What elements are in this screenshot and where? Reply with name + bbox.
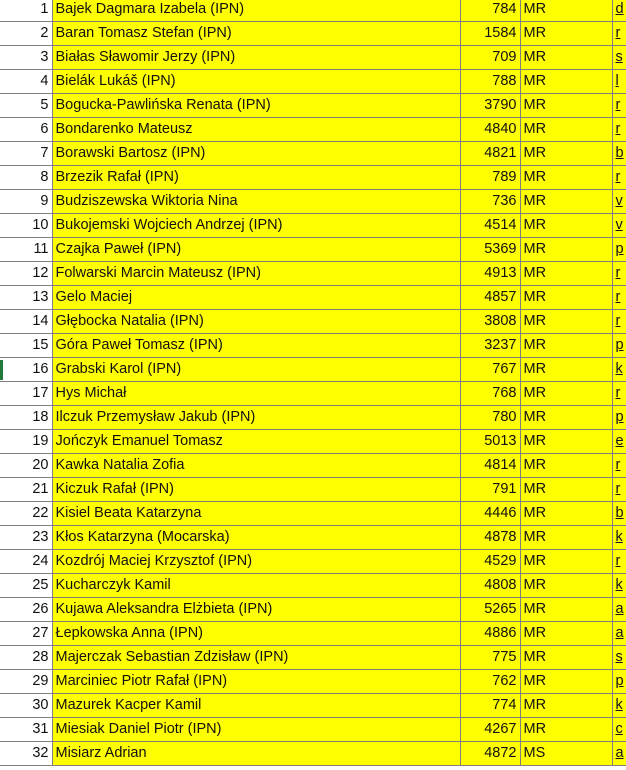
table-row[interactable] bbox=[0, 622, 626, 646]
row-number-cell[interactable]: 15 bbox=[0, 334, 52, 358]
row-number-cell[interactable]: 9 bbox=[0, 190, 52, 214]
table-row[interactable] bbox=[0, 478, 626, 502]
name-cell[interactable]: Góra Paweł Tomasz (IPN) bbox=[52, 334, 460, 358]
row-number-cell[interactable]: 31 bbox=[0, 718, 52, 742]
type-cell[interactable]: MR bbox=[520, 646, 612, 670]
link-cell[interactable]: v bbox=[612, 190, 626, 214]
table-row[interactable] bbox=[0, 550, 626, 574]
table-row[interactable] bbox=[0, 646, 626, 670]
name-cell[interactable]: Brzezik Rafał (IPN) bbox=[52, 166, 460, 190]
table-row[interactable] bbox=[0, 286, 626, 310]
type-cell[interactable]: MR bbox=[520, 574, 612, 598]
table-row[interactable] bbox=[0, 502, 626, 526]
table-row[interactable] bbox=[0, 574, 626, 598]
row-number-cell[interactable]: 20 bbox=[0, 454, 52, 478]
row-number-cell[interactable]: 26 bbox=[0, 598, 52, 622]
link-cell[interactable]: p bbox=[612, 238, 626, 262]
link-cell[interactable]: r bbox=[612, 286, 626, 310]
type-cell[interactable]: MR bbox=[520, 262, 612, 286]
row-number-cell[interactable]: 27 bbox=[0, 622, 52, 646]
id-cell[interactable]: 5369 bbox=[460, 238, 520, 262]
id-cell[interactable]: 4821 bbox=[460, 142, 520, 166]
link-cell[interactable]: s bbox=[612, 46, 626, 70]
id-cell[interactable]: 736 bbox=[460, 190, 520, 214]
table-row[interactable] bbox=[0, 0, 626, 22]
id-cell[interactable]: 5013 bbox=[460, 430, 520, 454]
row-selection-marker bbox=[0, 360, 3, 380]
type-cell[interactable]: MR bbox=[520, 166, 612, 190]
name-cell[interactable]: Bogucka-Pawlińska Renata (IPN) bbox=[52, 94, 460, 118]
type-cell[interactable]: MR bbox=[520, 118, 612, 142]
type-cell[interactable]: MR bbox=[520, 46, 612, 70]
id-cell[interactable]: 788 bbox=[460, 70, 520, 94]
type-cell[interactable]: MR bbox=[520, 502, 612, 526]
link-cell[interactable]: a bbox=[612, 622, 626, 646]
link-cell[interactable]: r bbox=[612, 22, 626, 46]
table-row[interactable] bbox=[0, 214, 626, 238]
name-cell[interactable]: Borawski Bartosz (IPN) bbox=[52, 142, 460, 166]
name-cell[interactable]: Mazurek Kacper Kamil bbox=[52, 694, 460, 718]
table-row[interactable] bbox=[0, 406, 626, 430]
link-cell[interactable]: b bbox=[612, 502, 626, 526]
type-cell[interactable]: MR bbox=[520, 718, 612, 742]
name-cell[interactable]: Głębocka Natalia (IPN) bbox=[52, 310, 460, 334]
type-cell[interactable]: MR bbox=[520, 478, 612, 502]
name-cell[interactable]: Kujawa Aleksandra Elżbieta (IPN) bbox=[52, 598, 460, 622]
type-cell[interactable]: MR bbox=[520, 694, 612, 718]
table-row[interactable] bbox=[0, 454, 626, 478]
name-cell[interactable]: Bielák Lukáš (IPN) bbox=[52, 70, 460, 94]
name-cell[interactable]: Marciniec Piotr Rafał (IPN) bbox=[52, 670, 460, 694]
id-cell[interactable]: 4840 bbox=[460, 118, 520, 142]
row-number-cell[interactable]: 18 bbox=[0, 406, 52, 430]
name-cell[interactable]: Kucharczyk Kamil bbox=[52, 574, 460, 598]
link-cell[interactable]: e bbox=[612, 430, 626, 454]
name-cell[interactable]: Misiarz Adrian bbox=[52, 742, 460, 766]
type-cell[interactable]: MR bbox=[520, 310, 612, 334]
name-cell[interactable]: Baran Tomasz Stefan (IPN) bbox=[52, 22, 460, 46]
row-number-cell[interactable]: 30 bbox=[0, 694, 52, 718]
row-number-cell[interactable]: 17 bbox=[0, 382, 52, 406]
name-cell[interactable]: Majerczak Sebastian Zdzisław (IPN) bbox=[52, 646, 460, 670]
type-cell[interactable]: MR bbox=[520, 670, 612, 694]
row-number-cell[interactable]: 21 bbox=[0, 478, 52, 502]
type-cell[interactable]: MR bbox=[520, 334, 612, 358]
id-cell[interactable]: 4814 bbox=[460, 454, 520, 478]
type-cell[interactable]: MR bbox=[520, 454, 612, 478]
type-cell[interactable]: MR bbox=[520, 238, 612, 262]
table-row[interactable] bbox=[0, 94, 626, 118]
link-cell[interactable]: k bbox=[612, 358, 626, 382]
type-cell[interactable]: MR bbox=[520, 430, 612, 454]
id-cell[interactable]: 762 bbox=[460, 670, 520, 694]
table-row[interactable] bbox=[0, 598, 626, 622]
id-cell[interactable]: 767 bbox=[460, 358, 520, 382]
link-cell[interactable]: r bbox=[612, 454, 626, 478]
name-cell[interactable]: Gelo Maciej bbox=[52, 286, 460, 310]
link-cell[interactable]: k bbox=[612, 574, 626, 598]
table-row[interactable] bbox=[0, 22, 626, 46]
name-cell[interactable]: Bondarenko Mateusz bbox=[52, 118, 460, 142]
row-number-cell[interactable]: 11 bbox=[0, 238, 52, 262]
table-row[interactable] bbox=[0, 670, 626, 694]
link-cell[interactable]: a bbox=[612, 742, 626, 766]
type-cell[interactable]: MR bbox=[520, 214, 612, 238]
row-number-cell[interactable]: 7 bbox=[0, 142, 52, 166]
link-cell[interactable]: v bbox=[612, 214, 626, 238]
row-number-cell[interactable]: 19 bbox=[0, 430, 52, 454]
name-cell[interactable]: Czajka Paweł (IPN) bbox=[52, 238, 460, 262]
type-cell[interactable]: MR bbox=[520, 406, 612, 430]
row-number-cell[interactable]: 29 bbox=[0, 670, 52, 694]
name-cell[interactable]: Bajek Dagmara Izabela (IPN) bbox=[52, 0, 460, 22]
type-cell[interactable]: MR bbox=[520, 70, 612, 94]
table-row[interactable] bbox=[0, 142, 626, 166]
id-cell[interactable]: 791 bbox=[460, 478, 520, 502]
table-row[interactable] bbox=[0, 262, 626, 286]
name-cell[interactable]: Łepkowska Anna (IPN) bbox=[52, 622, 460, 646]
id-cell[interactable]: 709 bbox=[460, 46, 520, 70]
table-row[interactable] bbox=[0, 238, 626, 262]
link-cell[interactable]: r bbox=[612, 550, 626, 574]
link-cell[interactable]: a bbox=[612, 598, 626, 622]
id-cell[interactable]: 4886 bbox=[460, 622, 520, 646]
table-row[interactable] bbox=[0, 334, 626, 358]
row-number-cell[interactable]: 32 bbox=[0, 742, 52, 766]
table-row[interactable] bbox=[0, 742, 626, 766]
id-cell[interactable]: 1584 bbox=[460, 22, 520, 46]
link-cell[interactable]: s bbox=[612, 646, 626, 670]
link-cell[interactable]: b bbox=[612, 142, 626, 166]
link-cell[interactable]: r bbox=[612, 94, 626, 118]
id-cell[interactable]: 3808 bbox=[460, 310, 520, 334]
id-cell[interactable]: 3790 bbox=[460, 94, 520, 118]
row-number-cell[interactable]: 22 bbox=[0, 502, 52, 526]
type-cell[interactable]: MR bbox=[520, 622, 612, 646]
link-cell[interactable]: p bbox=[612, 670, 626, 694]
table-row[interactable] bbox=[0, 70, 626, 94]
row-number-cell[interactable]: 5 bbox=[0, 94, 52, 118]
row-number-cell[interactable]: 6 bbox=[0, 118, 52, 142]
name-cell[interactable]: Folwarski Marcin Mateusz (IPN) bbox=[52, 262, 460, 286]
id-cell[interactable]: 4913 bbox=[460, 262, 520, 286]
link-cell[interactable]: r bbox=[612, 166, 626, 190]
name-cell[interactable]: Kiczuk Rafał (IPN) bbox=[52, 478, 460, 502]
name-cell[interactable]: Kozdrój Maciej Krzysztof (IPN) bbox=[52, 550, 460, 574]
table-row[interactable] bbox=[0, 694, 626, 718]
id-cell[interactable]: 4446 bbox=[460, 502, 520, 526]
row-number-cell[interactable]: 14 bbox=[0, 310, 52, 334]
table-row[interactable] bbox=[0, 382, 626, 406]
table-row[interactable] bbox=[0, 190, 626, 214]
table-row[interactable] bbox=[0, 718, 626, 742]
id-cell[interactable]: 780 bbox=[460, 406, 520, 430]
row-number-cell[interactable]: 24 bbox=[0, 550, 52, 574]
table-row[interactable] bbox=[0, 118, 626, 142]
row-number-cell[interactable]: 4 bbox=[0, 70, 52, 94]
name-cell[interactable]: Grabski Karol (IPN) bbox=[52, 358, 460, 382]
row-number-cell[interactable]: 12 bbox=[0, 262, 52, 286]
id-cell[interactable]: 4529 bbox=[460, 550, 520, 574]
id-cell[interactable]: 4514 bbox=[460, 214, 520, 238]
name-cell[interactable]: Miesiak Daniel Piotr (IPN) bbox=[52, 718, 460, 742]
type-cell[interactable]: MR bbox=[520, 358, 612, 382]
name-cell[interactable]: Kłos Katarzyna (Mocarska) bbox=[52, 526, 460, 550]
type-cell[interactable]: MR bbox=[520, 190, 612, 214]
name-cell[interactable]: Jończyk Emanuel Tomasz bbox=[52, 430, 460, 454]
table-row[interactable] bbox=[0, 526, 626, 550]
link-cell[interactable]: r bbox=[612, 310, 626, 334]
table-row[interactable] bbox=[0, 310, 626, 334]
type-cell[interactable]: MR bbox=[520, 22, 612, 46]
name-cell[interactable]: Białas Sławomir Jerzy (IPN) bbox=[52, 46, 460, 70]
row-number-cell[interactable]: 23 bbox=[0, 526, 52, 550]
row-number-cell[interactable]: 16 bbox=[0, 358, 52, 382]
row-number-cell[interactable]: 3 bbox=[0, 46, 52, 70]
row-number-cell[interactable]: 28 bbox=[0, 646, 52, 670]
row-number-cell[interactable]: 8 bbox=[0, 166, 52, 190]
link-cell[interactable]: c bbox=[612, 718, 626, 742]
link-cell[interactable]: k bbox=[612, 694, 626, 718]
id-cell[interactable]: 5265 bbox=[460, 598, 520, 622]
type-cell[interactable]: MR bbox=[520, 0, 612, 22]
id-cell[interactable]: 774 bbox=[460, 694, 520, 718]
type-cell[interactable]: MR bbox=[520, 526, 612, 550]
id-cell[interactable]: 789 bbox=[460, 166, 520, 190]
row-number-cell[interactable]: 2 bbox=[0, 22, 52, 46]
id-cell[interactable]: 4857 bbox=[460, 286, 520, 310]
link-cell[interactable]: l bbox=[612, 70, 626, 94]
id-cell[interactable]: 4808 bbox=[460, 574, 520, 598]
row-number-cell[interactable]: 13 bbox=[0, 286, 52, 310]
type-cell[interactable]: MR bbox=[520, 142, 612, 166]
type-cell[interactable]: MR bbox=[520, 286, 612, 310]
id-cell[interactable]: 768 bbox=[460, 382, 520, 406]
id-cell[interactable]: 775 bbox=[460, 646, 520, 670]
name-cell[interactable]: Hys Michał bbox=[52, 382, 460, 406]
name-cell[interactable]: Bukojemski Wojciech Andrzej (IPN) bbox=[52, 214, 460, 238]
link-cell[interactable]: p bbox=[612, 334, 626, 358]
link-cell[interactable]: k bbox=[612, 526, 626, 550]
name-cell[interactable]: Ilczuk Przemysław Jakub (IPN) bbox=[52, 406, 460, 430]
table-row[interactable] bbox=[0, 430, 626, 454]
row-number-cell[interactable]: 25 bbox=[0, 574, 52, 598]
id-cell[interactable]: 3237 bbox=[460, 334, 520, 358]
type-cell[interactable]: MR bbox=[520, 550, 612, 574]
link-cell[interactable]: p bbox=[612, 406, 626, 430]
id-cell[interactable]: 4878 bbox=[460, 526, 520, 550]
id-cell[interactable]: 4267 bbox=[460, 718, 520, 742]
link-cell[interactable]: r bbox=[612, 118, 626, 142]
type-cell[interactable]: MR bbox=[520, 382, 612, 406]
table-row[interactable] bbox=[0, 46, 626, 70]
row-number-cell[interactable]: 1 bbox=[0, 0, 52, 22]
table-row[interactable] bbox=[0, 358, 626, 382]
id-cell[interactable]: 784 bbox=[460, 0, 520, 22]
name-cell[interactable]: Budziszewska Wiktoria Nina bbox=[52, 190, 460, 214]
type-cell[interactable]: MR bbox=[520, 94, 612, 118]
link-cell[interactable]: r bbox=[612, 262, 626, 286]
link-cell[interactable]: d bbox=[612, 0, 626, 22]
table-row[interactable] bbox=[0, 166, 626, 190]
row-number-cell[interactable]: 10 bbox=[0, 214, 52, 238]
name-cell[interactable]: Kawka Natalia Zofia bbox=[52, 454, 460, 478]
link-cell[interactable]: r bbox=[612, 382, 626, 406]
link-cell[interactable]: r bbox=[612, 478, 626, 502]
type-cell[interactable]: MR bbox=[520, 598, 612, 622]
type-cell[interactable]: MS bbox=[520, 742, 612, 766]
id-cell[interactable]: 4872 bbox=[460, 742, 520, 766]
name-cell[interactable]: Kisiel Beata Katarzyna bbox=[52, 502, 460, 526]
